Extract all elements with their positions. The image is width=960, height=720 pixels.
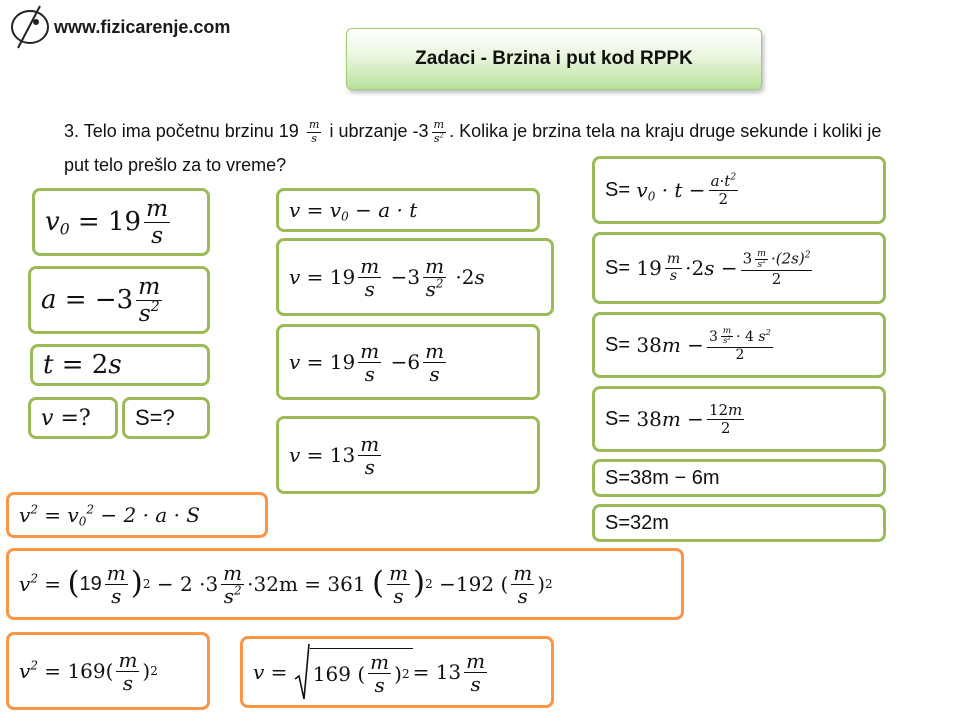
given-v-question: v =? xyxy=(28,397,118,439)
given-a: a = −3 m $s^2$ xyxy=(28,266,210,334)
distance-step-1: S= 19 m s · 2 s − 3 $\frac{m}{s^2}$ $\cdot(2s)^2$ 2 xyxy=(592,232,886,304)
check-formula: $v^2 = v_0^2 - 2 \cdot a \cdot S$ xyxy=(6,492,268,538)
velocity-step-2: v = 19 m s − 6 m s xyxy=(276,324,540,400)
given-v0: $v_0$ = 19 m s xyxy=(32,188,210,256)
distance-result: S=32m xyxy=(592,504,886,542)
site-url[interactable]: www.fizicarenje.com xyxy=(54,17,231,37)
check-result: v = 169 ( m s ) 2 = 13 m s xyxy=(240,636,554,708)
check-step-1: $v^2$ = ( 19 m s ) 2 − 2 · 3 m $s^2$ · 32m = 361 ( m s ) 2 − 192 ( m s ) 2 xyxy=(6,548,684,620)
distance-step-4: S=38m − 6m xyxy=(592,459,886,497)
velocity-result: v = 13 m s xyxy=(276,416,540,494)
velocity-step-1: v = 19 m s − 3 m $s^2$ · 2 s xyxy=(276,238,554,316)
given-s-question: S=? xyxy=(122,397,210,439)
page-title xyxy=(346,28,762,90)
unit-m-per-s: $\frac{m}{s}$ xyxy=(308,118,320,145)
distance-formula: S= $v_0 \cdot t$ − $\frac{a\cdot t^2}{2}$ xyxy=(592,156,886,224)
logo-icon xyxy=(6,2,52,52)
unit-m-per-s2: $\frac{m}{s^2}$ xyxy=(433,118,445,145)
problem-text-1: 3. Telo ima početnu brzinu 19 xyxy=(64,121,299,141)
sqrt-symbol: 169 ( m s ) 2 xyxy=(294,643,413,701)
page-title-text: Zadaci - Brzina i put kod RPPK xyxy=(415,48,693,69)
distance-step-2: S= 38 m − 3 $\frac{m}{s^2}$ · 4 $s^2$ 2 xyxy=(592,312,886,378)
problem-text-2: i ubrzanje -3 xyxy=(329,121,429,141)
problem-text-3: . Kolika je brzina tela na kraju druge sekunde i koliki je put telo prešlo za to vreme? xyxy=(64,121,882,175)
check-step-2: $v^2$ = 169 ( m s ) 2 xyxy=(6,632,210,710)
velocity-formula: $v = v_0 - a \cdot t$ xyxy=(276,188,540,232)
given-t: t = 2 s xyxy=(30,344,210,386)
distance-step-3: S= 38 m − $\frac{12m}{2}$ xyxy=(592,386,886,452)
